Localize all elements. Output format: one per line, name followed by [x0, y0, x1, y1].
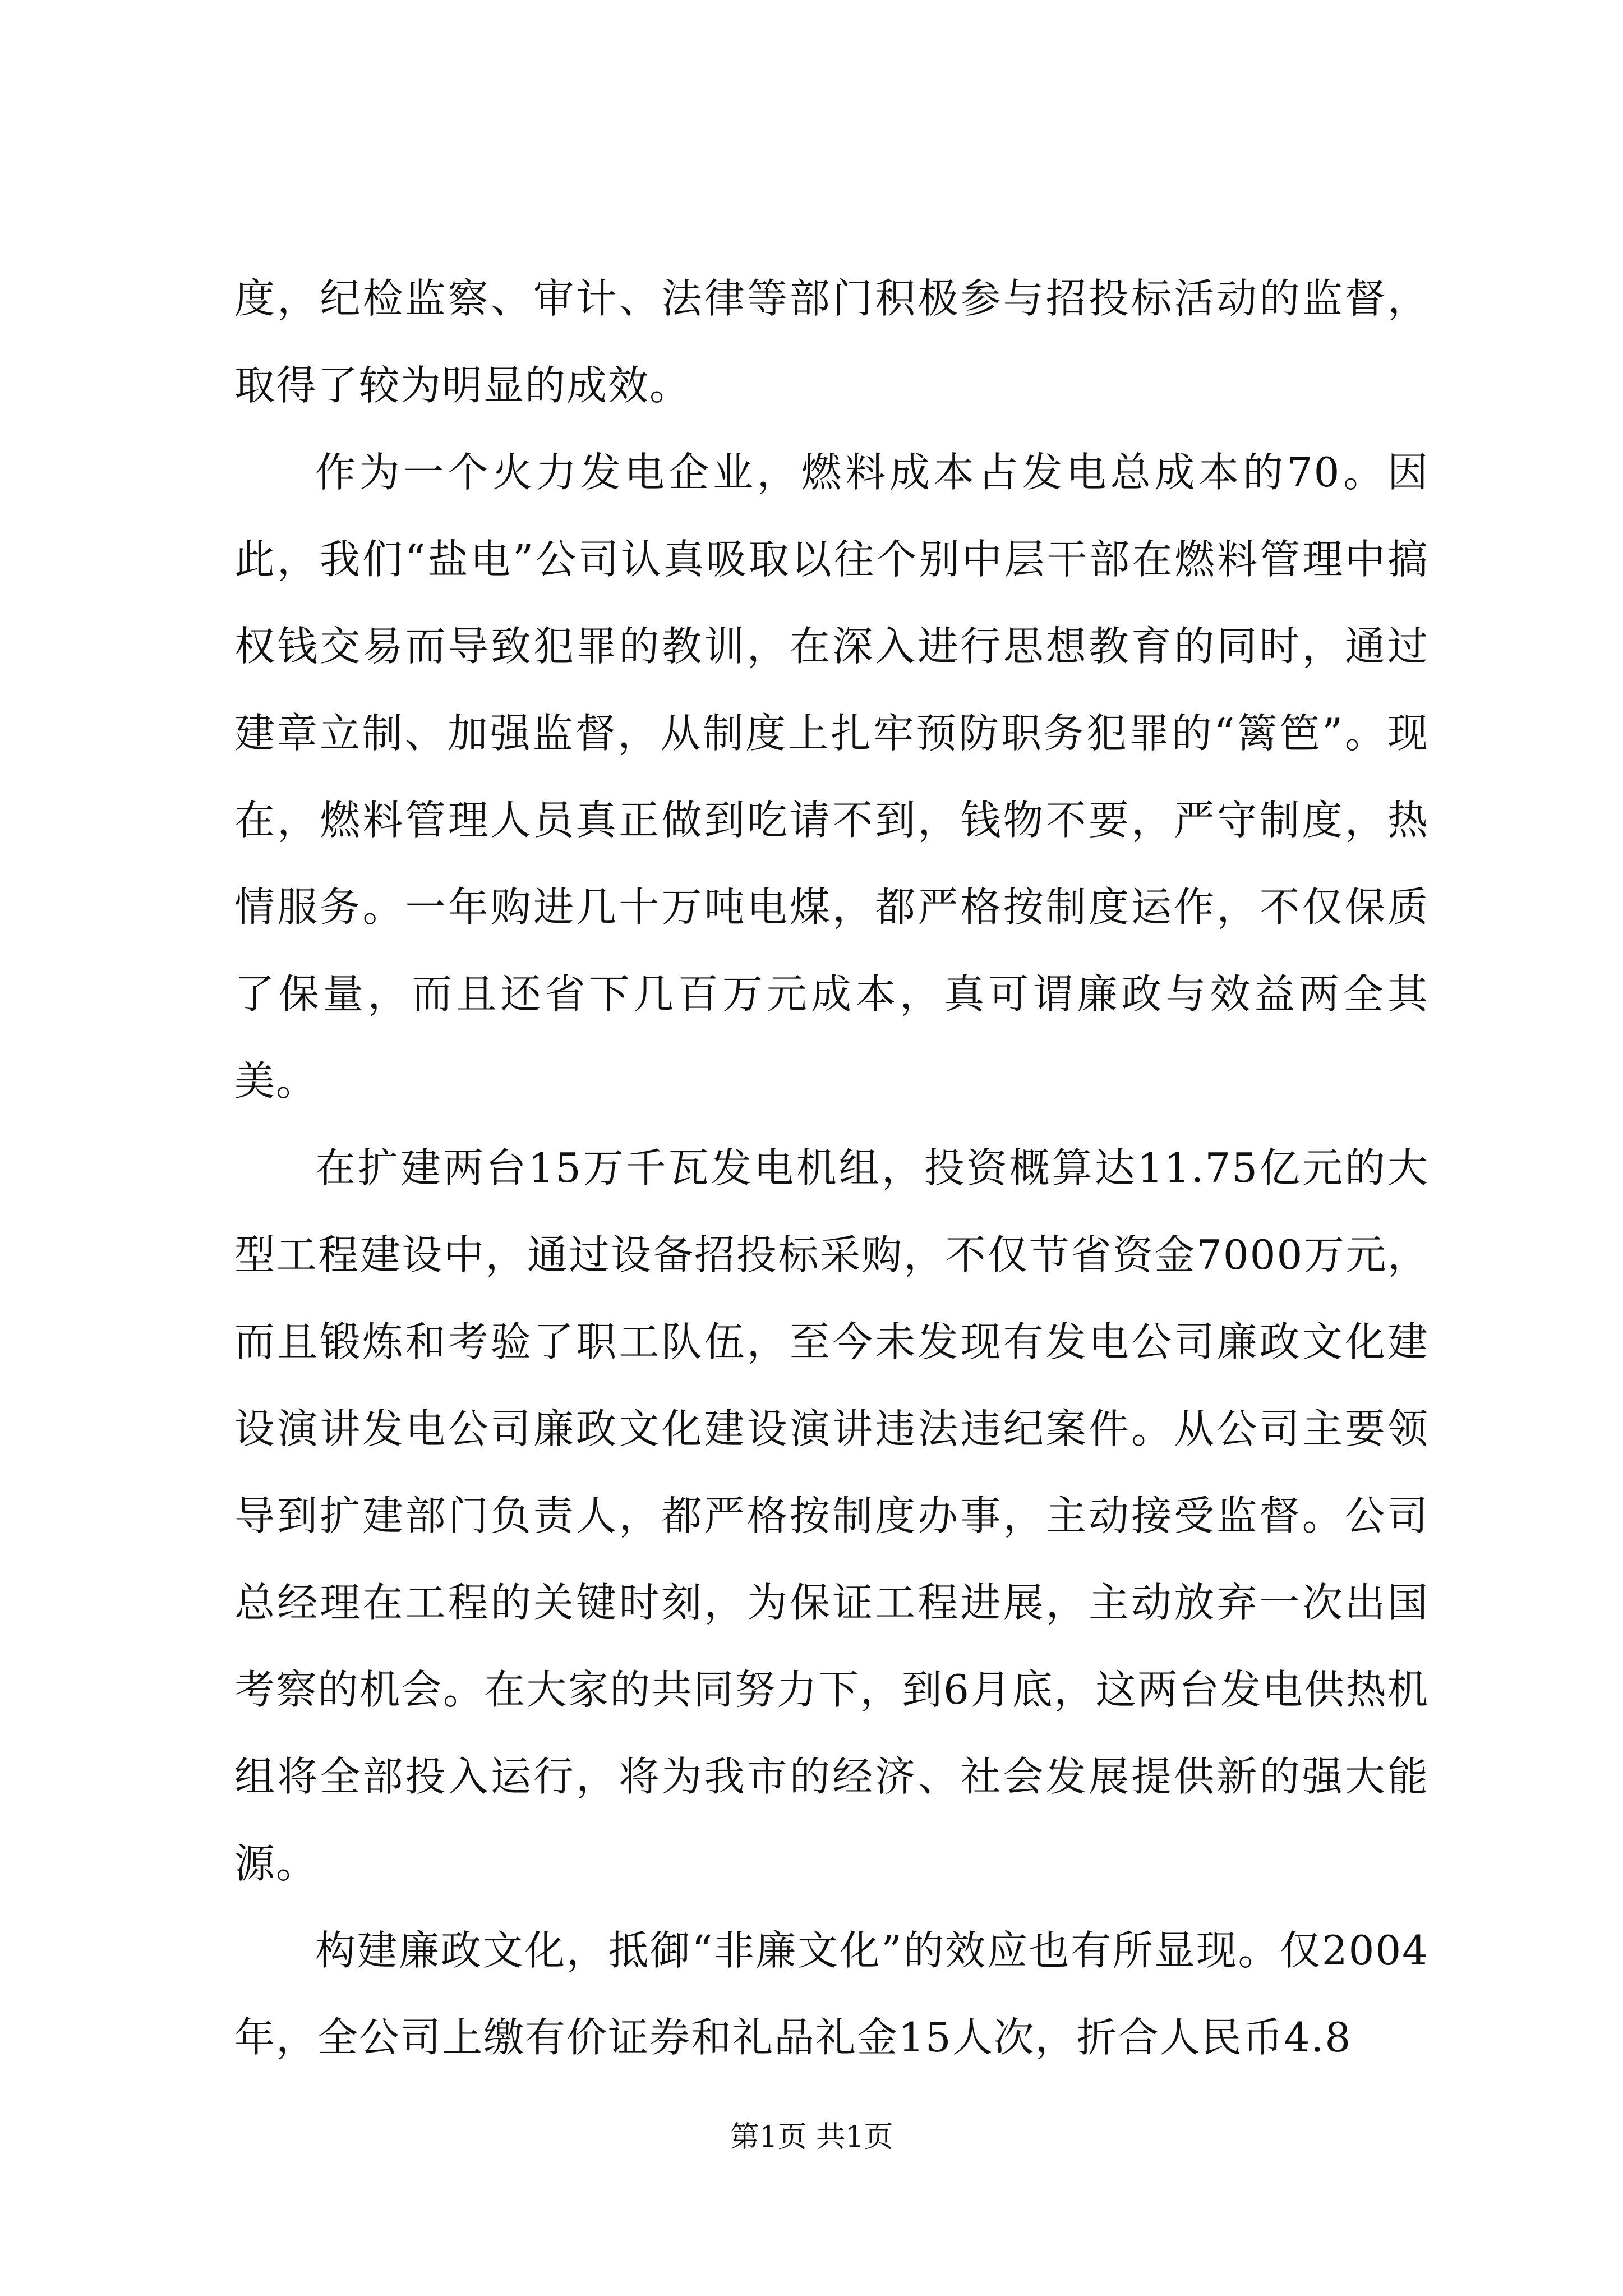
- paragraph-4: 构建廉政文化，抵御“非廉文化”的效应也有所显现。仅2004年，全公司上缴有价证券和礼品礼金15人次，折合人民币4.8: [234, 1927, 1429, 2061]
- paragraph-2: 作为一个火力发电企业，燃料成本占发电总成本的70。因此，我们“盐电”公司认真吸取以往个别中层干部在燃料管理中搞权钱交易而导致犯罪的教训，在深入进行思想教育的同时，通过建章立制、加强监督，从制度上扎牢预防职务犯罪的“篱笆”。现在，燃料管理人员真正做到吃请不到，钱物不要，严守制度，热情服务。一年购进几十万吨电煤，都严格按制度运作，不仅保质了保量，而且还省下几百万元成本，真可谓廉政与效益两全其美。: [234, 449, 1429, 1105]
- paragraph-3: 在扩建两台15万千瓦发电机组，投资概算达11.75亿元的大型工程建设中，通过设备招投标采购，不仅节省资金7000万元，而且锻炼和考验了职工队伍，至今未发现有发电公司廉政文化建设演讲发电公司廉政文化建设演讲违法违纪案件。从公司主要领导到扩建部门负责人，都严格按制度办事，主动接受监督。公司总经理在工程的关键时刻，为保证工程进展，主动放弃一次出国考察的机会。在大家的共同努力下，到6月底，这两台发电供热机组将全部投入运行，将为我市的经济、社会发展提供新的强大能源。: [234, 1144, 1429, 1887]
- document-body: [234, 255, 1429, 2081]
- page-footer: 第1页 共1页: [730, 2120, 893, 2154]
- paragraph-1: 度，纪检监察、审计、法律等部门积极参与招投标活动的监督，取得了较为明显的成效。: [234, 275, 1429, 409]
